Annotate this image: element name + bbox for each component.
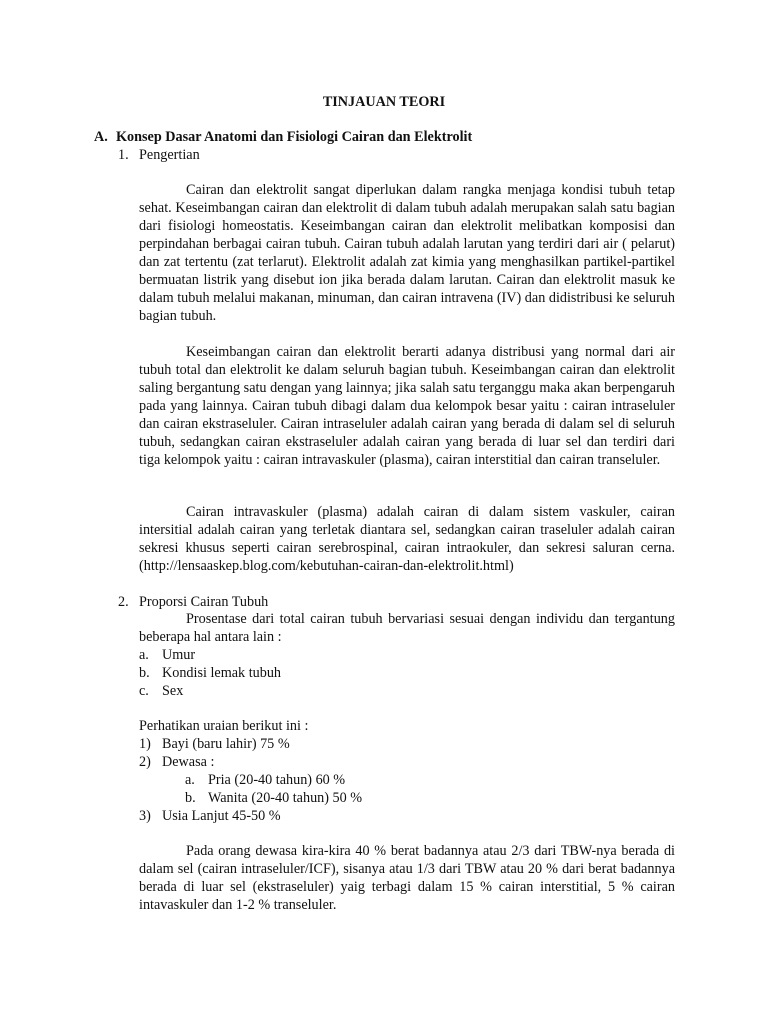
- factor-item: Umur: [162, 647, 196, 663]
- factor-marker: c.: [139, 683, 149, 699]
- paragraph-pengertian-2: Keseimbangan cairan dan elektrolit berarti adanya distribusi yang normal dari air tubuh total dan elektrolit ke dalam seluruh bagian tubuh. Keseimbangan cairan dan elektrolit saling bergantung satu dengan yang lainnya; jika salah satu terganggu maka akan berpengaruh pada yang lainnya. Cairan tubuh dibagi dalam dua kelompok besar yaitu : cairan intraseluler dan cairan ekstraseluler. Cairan intraseluler adalah cairan yang berada di dalam sel di seluruh tubuh, sedangkan cairan ekstraseluler adalah cairan yang berada di luar sel dan terdiri dari tiga kelompok yaitu : cairan intravaskuler (plasma), cairan interstitial dan cairan transeluler.: [139, 344, 675, 468]
- list-item: Dewasa :: [162, 754, 215, 770]
- factor-item: Sex: [162, 683, 184, 699]
- list-marker: 3): [139, 808, 151, 824]
- adult-marker: b.: [185, 790, 196, 806]
- adult-marker: a.: [185, 772, 195, 788]
- paragraph-proporsi-intro: Prosentase dari total cairan tubuh bervariasi sesuai dengan individu dan tergantung beberapa hal antara lain :: [139, 611, 675, 645]
- page-title: TINJAUAN TEORI: [322, 94, 446, 110]
- list-item: Bayi (baru lahir) 75 %: [162, 736, 290, 752]
- paragraph-pengertian-3: Cairan intravaskuler (plasma) adalah cairan di dalam sistem vaskuler, cairan intersitial adalah cairan yang terletak diantara sel, sedangkan cairan traseluler adalah cairan sekresi khusus seperti cairan serebrospinal, cairan intraokuler, dan sekresi saluran cerna. (http://lensaaskep.blog.com/kebutuhan-cairan-dan-elektrolit.html): [139, 504, 675, 574]
- paragraph-pengertian-1: Cairan dan elektrolit sangat diperlukan dalam rangka menjaga kondisi tubuh tetap sehat. Keseimbangan cairan dan elektrolit di dalam tubuh adalah merupakan salah satu bagian dari fisiologi homeostatis. Keseimbangan cairan dan elektrolit melibatkan komposisi dan perpindahan berbagai cairan tubuh. Cairan tubuh adalah larutan yang terdiri dari air ( pelarut) dan zat tertentu (zat terlarut). Elektrolit adalah zat kimia yang menghasilkan partikel-partikel bermuatan listrik yang disebut ion jika berada dalam larutan. Cairan dan elektrolit masuk ke dalam tubuh melalui makanan, minuman, dan cairan intravena (IV) dan didistribusi ke seluruh bagian tubuh.: [139, 182, 675, 324]
- list-item: Usia Lanjut 45-50 %: [162, 808, 281, 824]
- section-marker: A.: [94, 129, 108, 145]
- subsection-1-heading: Pengertian: [139, 147, 200, 163]
- factor-marker: a.: [139, 647, 149, 663]
- factor-marker: b.: [139, 665, 150, 681]
- subsection-1-marker: 1.: [118, 147, 129, 163]
- section-heading: Konsep Dasar Anatomi dan Fisiologi Cairan dan Elektrolit: [116, 129, 473, 145]
- list-marker: 2): [139, 754, 151, 770]
- paragraph-proporsi-closing: Pada orang dewasa kira-kira 40 % berat badannya atau 2/3 dari TBW-nya berada di dalam sel (cairan intraseluler/ICF), sisanya atau 1/3 dari TBW atau 20 % dari berat badannya berada di luar sel (ekstraseluler) yaig terbagi dalam 15 % cairan interstitial, 5 % cairan intavaskuler dan 1-2 % transeluler.: [139, 843, 675, 913]
- subsection-2-marker: 2.: [118, 594, 129, 610]
- adult-item: Pria (20-40 tahun) 60 %: [208, 772, 346, 788]
- note-text: Perhatikan uraian berikut ini :: [139, 718, 309, 734]
- subsection-2-heading: Proporsi Cairan Tubuh: [139, 594, 269, 610]
- factor-item: Kondisi lemak tubuh: [162, 665, 282, 681]
- adult-item: Wanita (20-40 tahun) 50 %: [208, 790, 363, 806]
- list-marker: 1): [139, 736, 151, 752]
